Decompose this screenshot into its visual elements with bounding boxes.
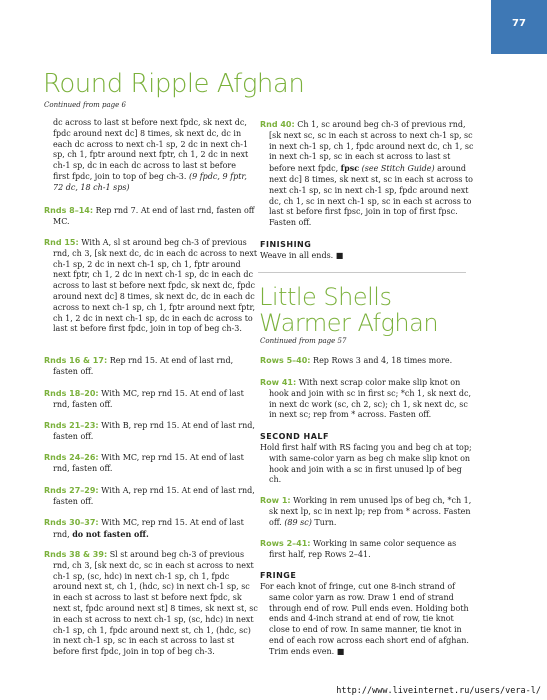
step-text: Sl st around beg ch-3 of previous rnd, ch 3, [sk next dc, sc in each st across to next ch-1 sp, (sc, hdc) in next ch-1 sp, ch 1, fpdc around next st, ch 1, (hdc, sc) in next ch-1 sp, sc in each st across to last st before next fpdc, sk next st, fpdc around next st] 8 times, sk next st, sc in each st across to next ch-1 sp, (sc, hdc) in next ch-1 sp, ch 1, fpdc around next st, ch 1, (hdc, sc) in next ch-1 sp, sc in each st across to last st before first fpdc, join in top of beg ch-3. (53, 550, 258, 657)
step-label: Rnd 40: (260, 120, 295, 129)
step-label: Rnds 38 & 39: (44, 550, 108, 559)
finishing-text: Weave in all ends. ■ (260, 251, 344, 260)
step-rnds-27-29 (44, 486, 259, 508)
step-row-1 (260, 496, 475, 528)
step-rnds-8-14 (44, 206, 259, 228)
fringe-heading: FRINGE (260, 571, 297, 580)
step-rnds-38-39 (44, 550, 259, 658)
continued-note-right: Continued from page 57 (260, 337, 347, 345)
step-label: Row 41: (260, 378, 297, 387)
step-label: Rnds 16 & 17: (44, 356, 108, 365)
step-label: Rows 2–41: (260, 539, 311, 548)
step-rnds-24-26 (44, 453, 259, 475)
step-rnds-21-23 (44, 421, 259, 443)
finishing-heading: FINISHING (260, 240, 312, 249)
title-line-1: Little Shells (259, 283, 392, 311)
step-text: Rep Rows 3 and 4, 18 times more. (313, 356, 453, 365)
step-rnds-18-20 (44, 389, 259, 411)
continued-note-left: Continued from page 6 (44, 101, 126, 109)
step-label: Rnds 8–14: (44, 206, 94, 215)
step-text: Rep rnd 15. At end of last rnd, fasten off. (53, 356, 234, 376)
step-rnd-40 (260, 120, 475, 229)
step-label: Rnds 27–29: (44, 486, 99, 495)
step-text: With MC, rep rnd 15. At end of last rnd, fasten off. (53, 453, 244, 473)
page-number: 77 (512, 18, 526, 29)
step-text: With A, rep rnd 15. At end of last rnd, fasten off. (53, 486, 255, 506)
step-rnds-16-17 (44, 356, 259, 378)
step-rnds-30-37 (44, 518, 259, 541)
page-number-tab (491, 0, 547, 54)
step-text: With next scrap color make slip knot on hook and join with sc in first sc; *ch 1, sk next dc, in next dc work (sc, ch 2, sc); ch 1, sk next dc, sc in next sc; rep from * across. Fasten off. (269, 378, 472, 420)
source-url[interactable]: http://www.liveinternet.ru/users/vera-l/ (336, 686, 541, 696)
step-text: With MC, rep rnd 15. At end of last rnd, do not fasten off. (53, 518, 244, 539)
section-divider (258, 272, 466, 273)
step-label: Rnds 18–20: (44, 389, 99, 398)
step-rnd-15 (44, 238, 259, 335)
title-line-2: Warmer Afghan (259, 309, 439, 337)
second-half-heading: SECOND HALF (260, 432, 329, 441)
intro-paragraph: dc across to last st before next fpdc, sk next dc, fpdc around next dc] 8 times, sk next dc, dc in each dc across to next ch-1 sp, 2 dc in next ch-1 sp, ch 1, fptr around next fptr, ch 1, 2 dc in next ch-1 sp, dc in each dc across to last st before first fpdc, join to top of beg ch-3. (9 fpdc, 9 fptr, 72 dc, 18 ch-1 sps) (53, 118, 249, 192)
step-row-41 (260, 378, 475, 421)
second-half-text: Hold first half with RS facing you and beg ch at top; with same-color yarn as beg ch make slip knot on hook and join with a sc in first unused lp of beg ch. (260, 443, 472, 485)
step-rows-2-41 (260, 539, 475, 561)
pattern-title-round-ripple: Round Ripple Afghan (43, 69, 305, 99)
step-label: Rnd 15: (44, 238, 79, 247)
step-label: Rows 5–40: (260, 356, 311, 365)
pattern-title-little-shells (259, 284, 438, 336)
fringe-text: For each knot of fringe, cut one 8-inch strand of same color yarn as row. Draw 1 end of strand through end of row. Pull ends even. Holding both ends and 4-inch strand at end of row, tie knot close to end of row. In same manner, tie knot in end of each row across each short end of afghan. Trim ends even. ■ (260, 582, 469, 656)
step-text: With A, sl st around beg ch-3 of previous rnd, ch 3, [sk next dc, dc in each dc across to next ch-1 sp, 2 dc in next ch-1 sp, ch 1, fptr around next fptr, ch 1, 2 dc in next ch-1 sp, dc in each dc across to last st before next fpdc, sk next dc, fpdc around next dc] 8 times, sk next dc, dc in each dc across to next ch-1 sp, ch 1, fptr around next fptr, ch 1, 2 dc in next ch-1 sp, dc in each dc across to last st before first fpdc, join in top of beg ch-3. (53, 238, 258, 334)
step-text: With B, rep rnd 15. At end of last rnd, fasten off. (53, 421, 255, 441)
step-text: With MC, rep rnd 15. At end of last rnd, fasten off. (53, 389, 244, 409)
step-text: Working in rem unused lps of beg ch, *ch 1, sk next lp, sc in next lp; rep from * across. Fasten off. (89 sc) Turn. (269, 496, 472, 527)
step-text: Ch 1, sc around beg ch-3 of previous rnd, [sk next sc, sc in each st across to next ch-1 sp, sc in next ch-1 sp, ch 1, fpdc around next dc, ch 1, sc in next ch-1 sp, sc in each st across to last st before next fpdc, fpsc (see Stitch Guide) around next dc] 8 times, sk next st, sc in each st across to next ch-1 sp, sc in next ch-1 sp, fpdc around next dc, ch 1, sc in next ch-1 sp, sc in each st across to last st before first fpsc, join in top of first fpsc. Fasten off. (269, 120, 474, 228)
step-text: Working in same color sequence as first half, rep Rows 2–41. (269, 539, 457, 559)
step-rows-5-40 (260, 356, 475, 367)
step-label: Rnds 30–37: (44, 518, 99, 527)
step-text: Rep rnd 7. At end of last rnd, fasten off MC. (53, 206, 255, 226)
step-label: Rnds 24–26: (44, 453, 99, 462)
step-label: Rnds 21–23: (44, 421, 99, 430)
step-label: Row 1: (260, 496, 291, 505)
